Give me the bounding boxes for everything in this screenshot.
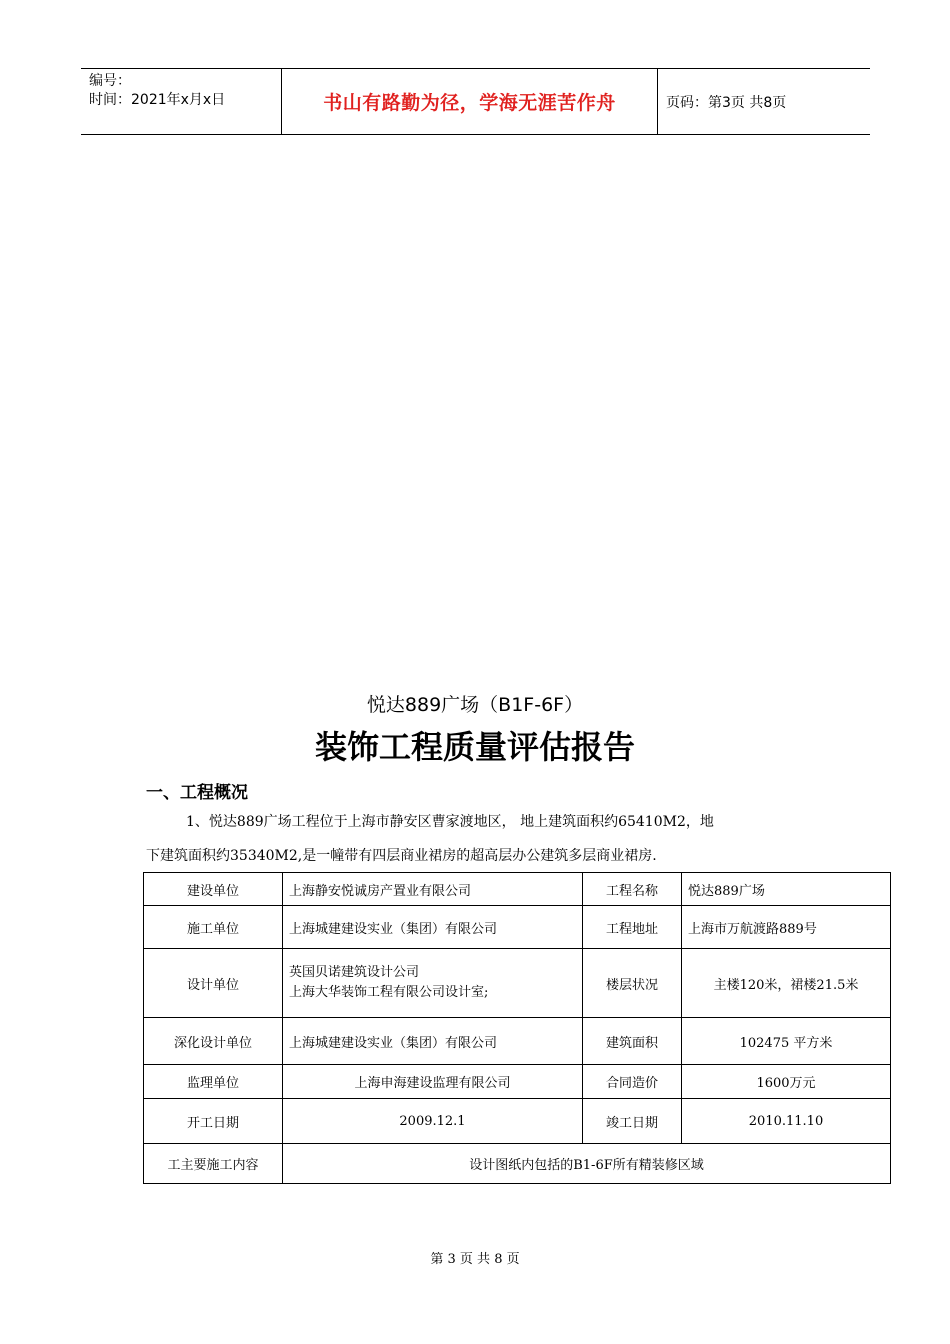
table-row [144,1144,891,1184]
table-cell-label: 工主要施工内容 [144,1144,283,1184]
design-company-2: 上海大华装饰工程有限公司设计室; [289,985,489,1000]
table-cell-value: 2010.11.10 [682,1099,891,1144]
table-row [144,1099,891,1144]
project-info-table [143,872,891,1184]
table-cell-value: 主楼120米，裙楼21.5米 [682,949,891,1018]
table-cell-label: 开工日期 [144,1099,283,1144]
table-cell-label: 楼层状况 [583,949,682,1018]
document-title: 装饰工程质量评估报告 [314,728,635,766]
header-page-number: 页码：第3页 共8页 [666,94,787,111]
table-cell-value: 上海城建建设实业（集团）有限公司 [283,1018,583,1065]
header-time: 时间：2021年x月x日 [89,92,226,108]
overview-paragraph-line1: 1、悦达889广场工程位于上海市静安区曹家渡地区， 地上建筑面积约65410M2，地 [186,814,714,830]
table-cell-value: 1600万元 [682,1065,891,1099]
table-cell-value [283,949,583,1018]
table-cell-label: 工程地址 [583,906,682,949]
table-cell-label: 施工单位 [144,906,283,949]
table-cell-value: 102475 平方米 [682,1018,891,1065]
table-cell-label: 监理单位 [144,1065,283,1099]
design-company-1: 英国贝诺建筑设计公司 [289,965,420,980]
table-cell-value: 上海申海建设监理有限公司 [283,1065,583,1099]
document-subtitle: 悦达889广场（B1F-6F） [366,694,584,716]
table-cell-label: 深化设计单位 [144,1018,283,1065]
table-cell-label: 工程名称 [583,873,682,906]
header-meta [81,69,281,134]
table-cell-value: 悦达889广场 [682,873,891,906]
table-cell-value: 设计图纸内包括的B1-6F所有精装修区域 [283,1144,891,1184]
table-cell-value: 上海静安悦诚房产置业有限公司 [283,873,583,906]
table-row [144,873,891,906]
overview-paragraph-line2: 下建筑面积约35340M2,是一幢带有四层商业裙房的超高层办公建筑多层商业裙房. [146,848,657,864]
header-motto: 书山有路勤为径，学海无涯苦作舟 [281,69,658,134]
page-footer: 第 3 页 共 8 页 [430,1252,520,1267]
table-cell-label: 建筑面积 [583,1018,682,1065]
table-cell-label: 设计单位 [144,949,283,1018]
table-row [144,1018,891,1065]
table-cell-label: 合同造价 [583,1065,682,1099]
table-row [144,906,891,949]
page-header [81,68,870,135]
section-heading: 一、工程概况 [146,783,248,803]
table-cell-value: 上海市万航渡路889号 [682,906,891,949]
table-cell-value: 2009.12.1 [283,1099,583,1144]
header-number: 编号： [89,73,131,89]
table-cell-value: 上海城建建设实业（集团）有限公司 [283,906,583,949]
table-row [144,1065,891,1099]
table-cell-label: 竣工日期 [583,1099,682,1144]
table-cell-label: 建设单位 [144,873,283,906]
table-row [144,949,891,1018]
